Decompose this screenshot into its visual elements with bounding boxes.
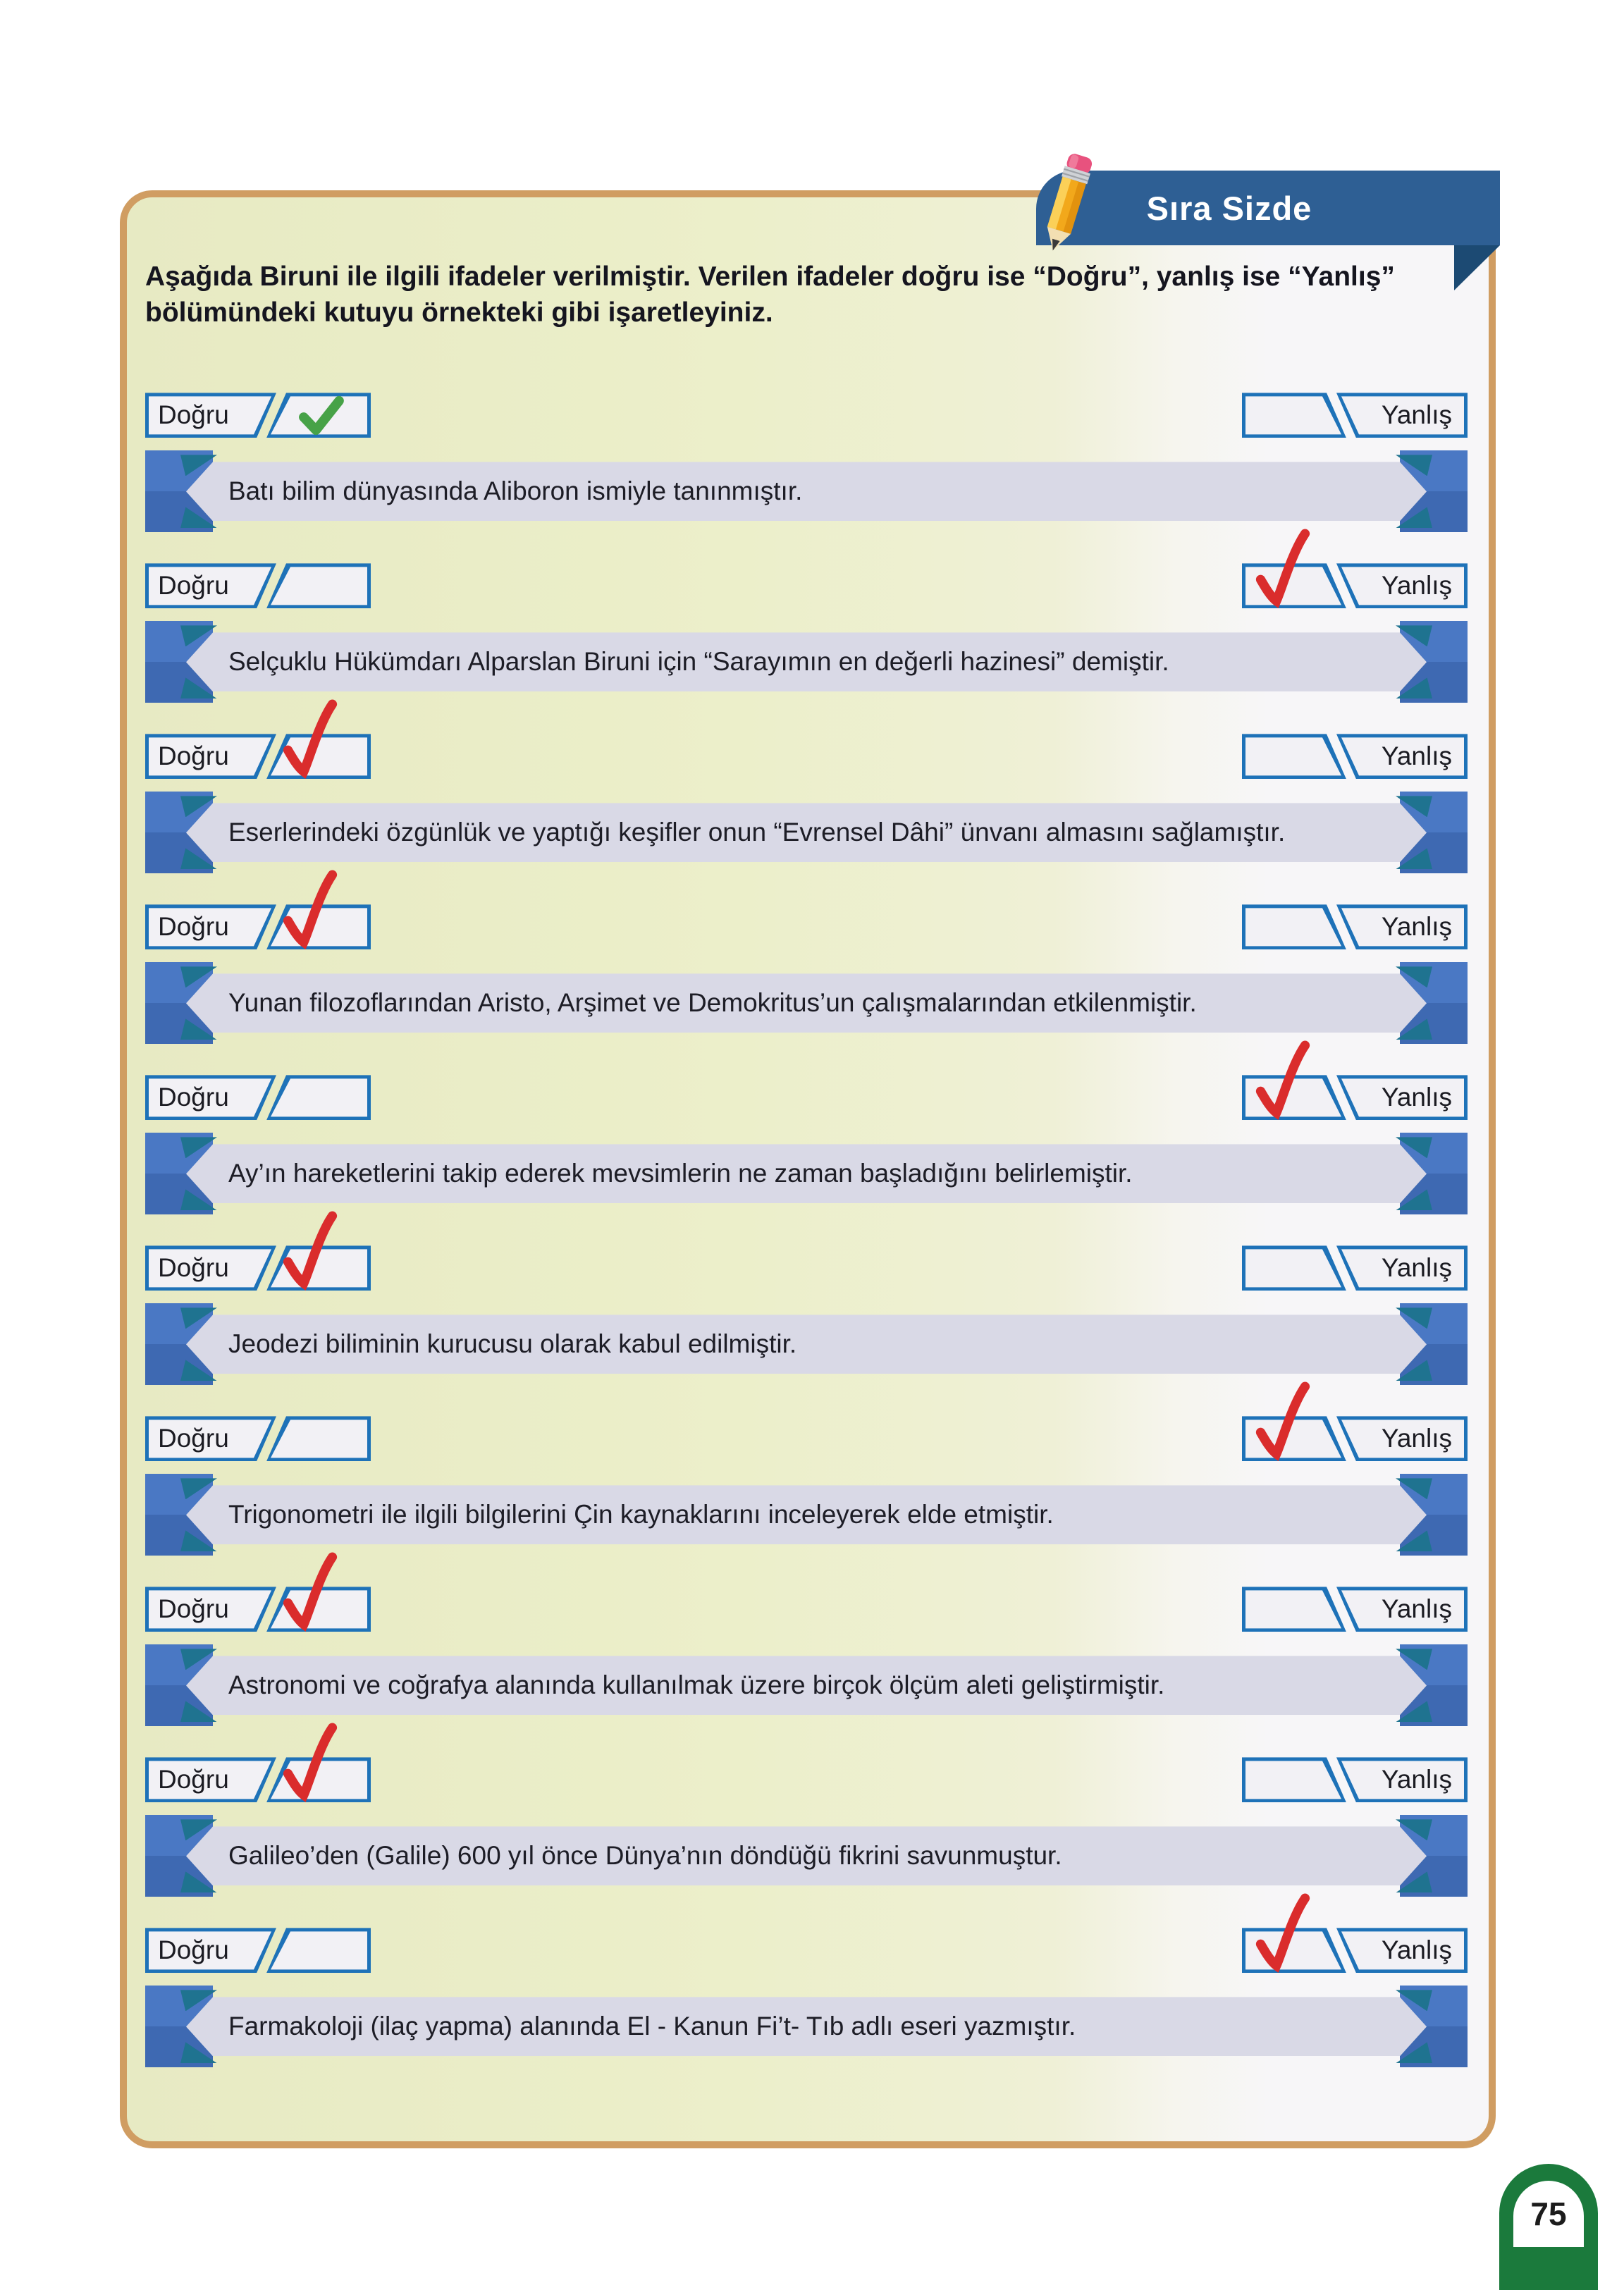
- yanlis-label: Yanlış: [1381, 1424, 1452, 1453]
- statement-banner: [145, 450, 1468, 532]
- question-row: [145, 1415, 1468, 1556]
- question-row: [145, 1585, 1468, 1726]
- dogru-label: Doğru: [158, 1083, 229, 1112]
- yanlis-label: Yanlış: [1381, 1253, 1452, 1283]
- page-number: 75: [1530, 2196, 1567, 2232]
- dogru-label: Doğru: [158, 1594, 229, 1624]
- dogru-label: Doğru: [158, 741, 229, 771]
- statement-text: Yunan filozoflarından Aristo, Arşimet ve Demokritus’un çalışmalarından etkilenmiştir.: [228, 988, 1197, 1018]
- statement-text: Farmakoloji (ilaç yapma) alanında El - Kanun Fi’t- Tıb adlı eseri yazmıştır.: [228, 2012, 1076, 2041]
- yanlis-label: Yanlış: [1381, 1935, 1452, 1965]
- statement-banner: [145, 792, 1468, 873]
- page-number-inner: [1513, 2181, 1584, 2247]
- worksheet-panel: [120, 190, 1496, 2148]
- pencil-icon: [1021, 148, 1114, 259]
- true-false-row: [145, 1244, 1468, 1291]
- yanlis-box: [1242, 1416, 1468, 1461]
- yanlis-box: [1242, 734, 1468, 779]
- statement-text: Ay’ın hareketlerini takip ederek mevsimlerin ne zaman başladığını belirlemiştir.: [228, 1159, 1133, 1188]
- dogru-label: Doğru: [158, 400, 229, 430]
- true-false-row: [145, 1415, 1468, 1461]
- statement-text: Galileo’den (Galile) 600 yıl önce Dünya’nın döndüğü fikrini savunmuştur.: [228, 1841, 1062, 1871]
- statement-banner: [145, 1133, 1468, 1214]
- statement-banner: [145, 1815, 1468, 1897]
- statement-banner: [145, 1986, 1468, 2067]
- dogru-label: Doğru: [158, 1253, 229, 1283]
- dogru-box: [145, 1075, 371, 1120]
- dogru-box: [145, 1416, 371, 1461]
- statement-text: Eserlerindeki özgünlük ve yaptığı keşifler onun “Evrensel Dâhi” ünvanı almasını sağlamıştır.: [228, 818, 1286, 847]
- dogru-label: Doğru: [158, 1765, 229, 1795]
- statement-banner: [145, 1303, 1468, 1385]
- yanlis-label: Yanlış: [1381, 571, 1452, 601]
- statement-banner: [145, 962, 1468, 1044]
- page-number-badge: [1499, 2164, 1598, 2290]
- statement-text: Selçuklu Hükümdarı Alparslan Biruni için “Sarayımın en değerli hazinesi” demiştir.: [228, 647, 1169, 677]
- statement-text: Trigonometri ile ilgili bilgilerini Çin kaynaklarını inceleyerek elde etmiştir.: [228, 1500, 1054, 1529]
- statement-banner: [145, 1474, 1468, 1556]
- question-row: [145, 562, 1468, 703]
- question-row: [145, 1756, 1468, 1897]
- true-false-row: [145, 903, 1468, 949]
- statement-banner: [145, 621, 1468, 703]
- true-false-row: [145, 1585, 1468, 1632]
- yanlis-box: [1242, 1757, 1468, 1802]
- instruction-line-1: Aşağıda Biruni ile ilgili ifadeler verilmiştir. Verilen ifadeler doğru ise “Doğru”, yanlış ise “Yanlış”: [145, 261, 1395, 292]
- yanlis-label: Yanlış: [1381, 1594, 1452, 1624]
- yanlis-box: [1242, 1245, 1468, 1291]
- yanlis-box: [1242, 563, 1468, 608]
- true-false-row: [145, 391, 1468, 438]
- dogru-label: Doğru: [158, 912, 229, 942]
- true-false-row: [145, 1073, 1468, 1120]
- true-false-row: [145, 732, 1468, 779]
- question-row: [145, 732, 1468, 873]
- question-row: [145, 1073, 1468, 1214]
- dogru-label: Doğru: [158, 571, 229, 601]
- dogru-box: [145, 393, 371, 438]
- dogru-box: [145, 1757, 371, 1802]
- yanlis-label: Yanlış: [1381, 1765, 1452, 1795]
- dogru-box: [145, 734, 371, 779]
- dogru-label: Doğru: [158, 1424, 229, 1453]
- question-row: [145, 903, 1468, 1044]
- question-row: [145, 1926, 1468, 2067]
- statement-text: Jeodezi biliminin kurucusu olarak kabul edilmiştir.: [228, 1329, 797, 1359]
- true-false-row: [145, 562, 1468, 608]
- dogru-box: [145, 1245, 371, 1291]
- yanlis-label: Yanlış: [1381, 912, 1452, 942]
- true-false-row: [145, 1926, 1468, 1973]
- dogru-box: [145, 904, 371, 949]
- question-row: [145, 1244, 1468, 1385]
- statement-banner: [145, 1644, 1468, 1726]
- yanlis-box: [1242, 904, 1468, 949]
- yanlis-box: [1242, 1075, 1468, 1120]
- yanlis-box: [1242, 1587, 1468, 1632]
- rows: [145, 391, 1468, 2067]
- statement-text: Batı bilim dünyasında Aliboron ismiyle tanınmıştır.: [228, 476, 803, 506]
- question-row: [145, 391, 1468, 532]
- yanlis-label: Yanlış: [1381, 1083, 1452, 1112]
- yanlis-box: [1242, 1928, 1468, 1973]
- statement-text: Astronomi ve coğrafya alanında kullanılmak üzere birçok ölçüm aleti geliştirmiştir.: [228, 1670, 1165, 1700]
- instruction-line-2: bölümündeki kutuyu örnekteki gibi işaretleyiniz.: [145, 297, 773, 328]
- dogru-box: [145, 563, 371, 608]
- yanlis-label: Yanlış: [1381, 400, 1452, 430]
- dogru-box: [145, 1928, 371, 1973]
- dogru-label: Doğru: [158, 1935, 229, 1965]
- true-false-row: [145, 1756, 1468, 1802]
- yanlis-box: [1242, 393, 1468, 438]
- page-title: Sıra Sizde: [1146, 189, 1312, 227]
- dogru-box: [145, 1587, 371, 1632]
- yanlis-label: Yanlış: [1381, 741, 1452, 771]
